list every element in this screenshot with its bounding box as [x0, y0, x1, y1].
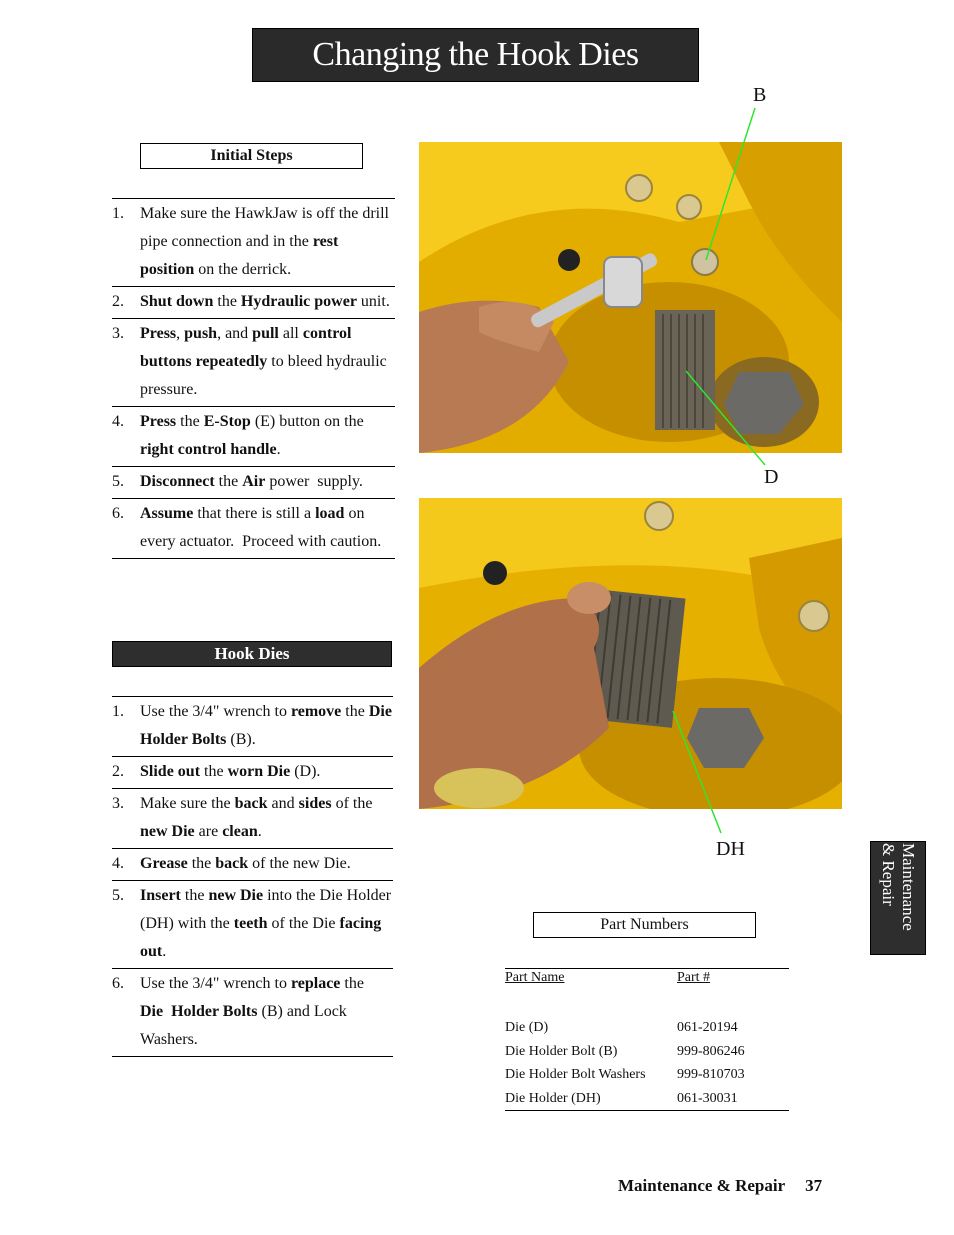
side-tab-maintenance [870, 841, 926, 955]
initial-step-1 [112, 199, 395, 287]
footer-section: Maintenance & Repair [618, 1176, 786, 1195]
hook-dies-step-2 [112, 757, 393, 789]
hook-dies-step-4 [112, 849, 393, 881]
initial-step-2 [112, 287, 395, 319]
step-text: Press the E-Stop (E) button on the right control handle. [140, 413, 364, 458]
step-text: Grease the back of the new Die. [140, 855, 351, 872]
part-row [505, 1063, 789, 1087]
col-part-number: Part # [677, 970, 711, 985]
part-row [505, 1016, 789, 1040]
part-numbers-heading: Part Numbers [533, 912, 756, 938]
part-row [505, 1040, 789, 1064]
callout-dh: DH [716, 838, 745, 860]
initial-step-4 [112, 407, 395, 467]
step-text: Shut down the Hydraulic power unit. [140, 293, 390, 310]
part-name: Die (D) [505, 1020, 549, 1035]
photo-remove-bolts [419, 142, 842, 453]
part-name: Die Holder Bolt (B) [505, 1043, 618, 1059]
initial-step-6 [112, 499, 395, 559]
photo-insert-die [419, 498, 842, 809]
step-text: Make sure the back and sides of the new Die are clean. [140, 795, 373, 840]
step-number: 3. [112, 325, 124, 342]
step-number: 6. [112, 975, 124, 992]
hook-dies-step-6 [112, 969, 393, 1057]
step-number: 2. [112, 293, 124, 310]
hook-dies-heading: Hook Dies [112, 641, 392, 667]
part-name: Die Holder (DH) [505, 1090, 601, 1106]
step-number: 4. [112, 855, 124, 872]
step-text: Assume that there is still a load on every actuator. Proceed with caution. [140, 505, 382, 550]
initial-step-5 [112, 467, 395, 499]
side-tab-line1: Maintenance [899, 843, 918, 931]
callout-b: B [753, 84, 767, 106]
step-text: Slide out the worn Die (D). [140, 763, 321, 780]
step-text: Use the 3/4" wrench to remove the Die Holder Bolts (B). [140, 703, 392, 748]
hook-dies-list [112, 696, 393, 1057]
step-number: 1. [112, 703, 124, 720]
page-title: Changing the Hook Dies [252, 28, 699, 82]
part-number: 061-30031 [677, 1090, 738, 1106]
step-text: Disconnect the Air power supply. [140, 473, 363, 490]
part-name: Die Holder Bolt Washers [505, 1067, 646, 1082]
page-number: 37 [805, 1176, 823, 1195]
step-number: 1. [112, 205, 124, 222]
part-number: 999-806246 [677, 1043, 745, 1059]
hook-dies-step-1 [112, 697, 393, 757]
part-row [505, 1087, 789, 1111]
initial-steps-list [112, 198, 395, 559]
step-text: Make sure the HawkJaw is off the drill pipe connection and in the rest position on the derrick. [140, 205, 389, 278]
hook-dies-step-5 [112, 881, 393, 969]
hook-dies-step-3 [112, 789, 393, 849]
part-number: 999-810703 [677, 1067, 745, 1082]
step-number: 3. [112, 795, 124, 812]
step-text: Insert the new Die into the Die Holder (DH) with the teeth of the Die facing out. [140, 887, 392, 960]
col-part-name: Part Name [505, 970, 565, 985]
step-text: Use the 3/4" wrench to replace the Die Holder Bolts (B) and Lock Washers. [140, 975, 364, 1048]
part-table-header [505, 969, 789, 1016]
part-number: 061-20194 [677, 1020, 738, 1035]
step-number: 5. [112, 887, 124, 904]
initial-step-3 [112, 319, 395, 407]
side-tab-line2: & Repair [879, 843, 898, 906]
initial-steps-heading: Initial Steps [140, 143, 363, 169]
step-text: Press, push, and pull all control buttons repeatedly to bleed hydraulic pressure. [140, 325, 387, 398]
step-number: 2. [112, 763, 124, 780]
part-numbers-table [505, 968, 789, 1111]
step-number: 5. [112, 473, 124, 490]
callout-d: D [764, 466, 779, 488]
step-number: 6. [112, 505, 124, 522]
step-number: 4. [112, 413, 124, 430]
page-footer [618, 1176, 822, 1196]
